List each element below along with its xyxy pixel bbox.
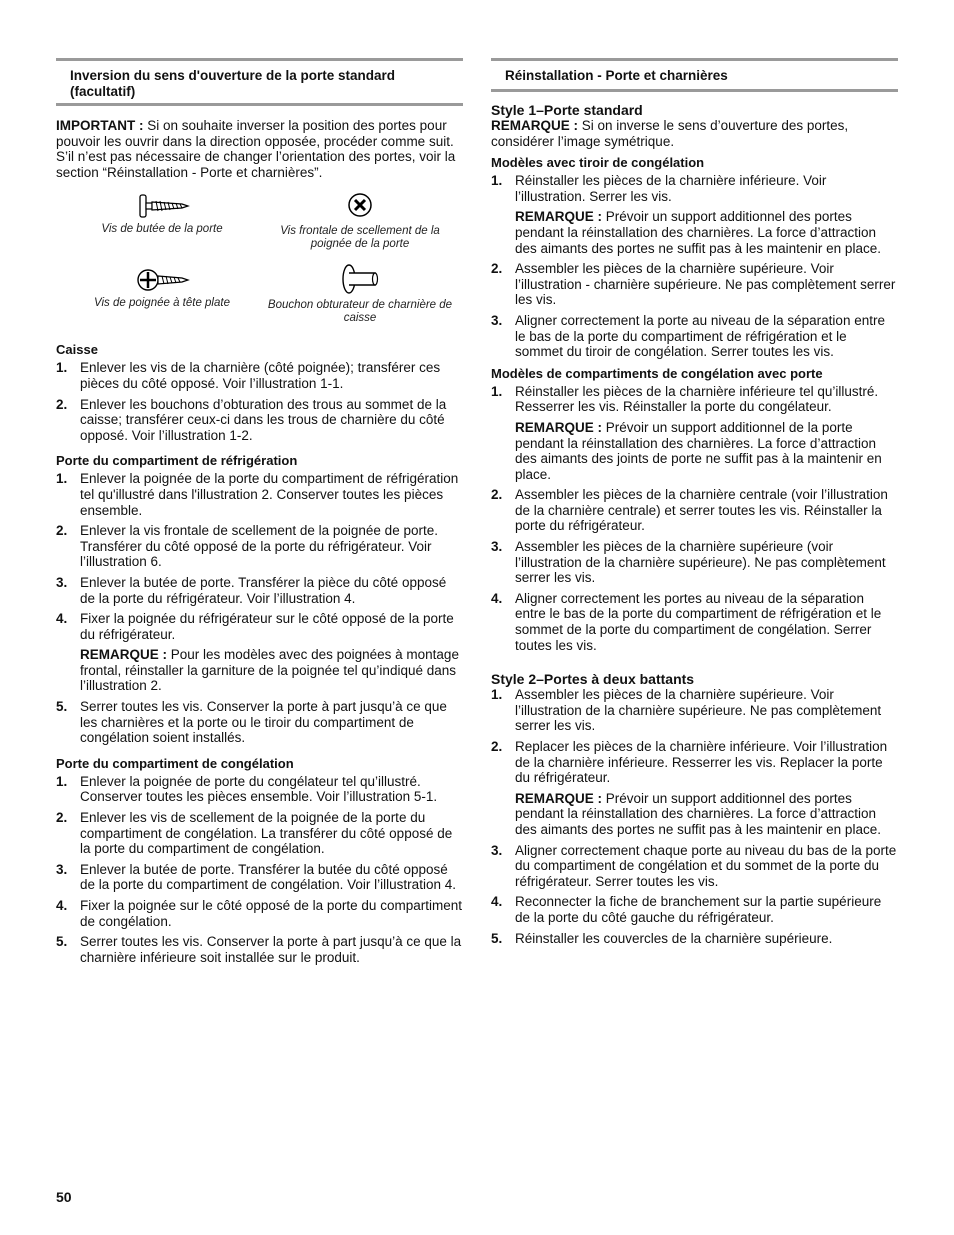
list-item (491, 313, 898, 360)
list-item (491, 894, 898, 925)
step-note (515, 791, 898, 838)
note-label: REMARQUE : (491, 118, 578, 133)
important-paragraph (56, 118, 463, 180)
step-text: Assembler les pièces de la charnière supérieure (voir l’illustration de la charnière supérieure). Ne pas complètement serrer les vis. (515, 539, 886, 586)
step-text: Enlever la poignée de porte du congélateur tel qu’illustré. Conserver toutes les pièces ensemble. Voir l’illustration 5-1. (80, 773, 438, 805)
section-title-door-reversal: Inversion du sens d'ouverture de la porte standard (facultatif) (56, 58, 463, 106)
step-note (515, 209, 898, 256)
step-text: Enlever la poignée de la porte du compartiment de réfrigération tel qu'illustré dans l'illustration 2. Conserver toutes les pièces ensemble. (80, 471, 459, 518)
step-text: Enlever les bouchons d’obturation des trous au sommet de la caisse; transférer ceux-ci dans les trous de charnière du côté opposé. Voir l’illustration 1-2. (80, 396, 447, 443)
step-number: 5. (56, 934, 68, 950)
step-number: 4. (491, 590, 503, 606)
figure-door-stop-screw (62, 192, 262, 236)
compartment-models-title: Modèles de compartiments de congélation avec porte (491, 365, 823, 381)
step-text: Réinstaller les pièces de la charnière inférieure. Voir l’illustration. Serrer les vis. (515, 173, 827, 204)
step-text: Assembler les pièces de la charnière centrale (voir l’illustration de la charnière centrale) et serrer toutes les vis. Réinstaller la porte du réfrigérateur. (515, 487, 888, 534)
step-text: Aligner correctement chaque porte au niveau du bas de la porte du compartiment de congélation et du sommet de la porte du réfrigérateur. Serrer toutes les vis. (515, 842, 897, 889)
list-item (491, 173, 898, 256)
note-text: Si on inverse le sens d’ouverture des portes, considérer l’image symétrique. (491, 118, 849, 149)
note-label: REMARQUE : (515, 209, 602, 225)
style2-steps (491, 687, 898, 946)
step-text: Enlever la vis frontale de scellement de la poignée de porte. Transférer du côté opposé de la porte du réfrigérateur. Voir l’illustration 6. (80, 523, 438, 570)
note-text: Pour les modèles avec des poignées à montage frontal, réinstaller la garniture de la poignée tel qu’indiqué dans l’illustration 2. (80, 647, 459, 694)
list-item (491, 591, 898, 653)
figure-caption: Vis de poignée à tête plate (94, 297, 230, 310)
style2-title: Style 2–Portes à deux battants (491, 671, 695, 688)
step-number: 1. (491, 687, 503, 703)
list-item (56, 934, 463, 965)
step-text: Assembler les pièces de la charnière supérieure. Voir l’illustration de la charnière supérieure. Ne pas complètement serrer les vis. (515, 687, 882, 734)
page-number: 50 (56, 1189, 72, 1205)
door-stop-screw-icon (132, 192, 192, 220)
figure-caption: Vis de butée de la porte (101, 223, 223, 236)
step-text: Aligner correctement les portes au niveau de la séparation entre le bas de la porte du compartiment de réfrigération et le sommet de la porte du compartiment de congélation. Serrer toutes les vis. (515, 590, 882, 653)
step-number: 1. (56, 471, 68, 487)
step-note (80, 647, 463, 694)
note-text: Prévoir un support additionnel de la porte pendant la réinstallation des charnières. La force d’attraction des aimants des joints de porte ne suffit pas à la maintenir en place. (515, 419, 882, 482)
step-number: 2. (56, 396, 68, 412)
step-number: 5. (491, 930, 503, 946)
step-number: 2. (56, 810, 68, 826)
important-label: IMPORTANT : (56, 118, 144, 133)
step-number: 5. (56, 699, 68, 715)
step-text: Assembler les pièces de la charnière supérieure. Voir l’illustration - charnière supérieure. Ne pas complètement serrer les vis. (515, 261, 896, 308)
figure-flat-head-screw (62, 266, 262, 310)
step-text: Fixer la poignée sur le côté opposé de la porte du compartiment de congélation. (80, 898, 462, 929)
step-text: Replacer les pièces de la charnière inférieure. Voir l’illustration de la charnière inférieure. Resserrer les vis. Replacer la porte du réfrigérateur. (515, 739, 888, 786)
flat-head-handle-screw-icon (132, 266, 192, 294)
step-text: Enlever la butée de porte. Transférer la pièce du côté opposé de la porte du réfrigérateur. Voir l’illustration 4. (80, 574, 447, 606)
step-number: 3. (56, 574, 68, 590)
left-column (56, 58, 463, 970)
step-text: Aligner correctement la porte au niveau de la séparation entre le bas de la porte du compartiment de réfrigération et le sommet du tiroir de congélation. Serrer toutes les vis. (515, 312, 885, 360)
section-title-reinstallation: Réinstallation - Porte et charnières (491, 58, 898, 92)
refrigeration-steps (56, 471, 463, 746)
step-number: 4. (491, 894, 503, 910)
note-text: Prévoir un support additionnel des portes pendant la réinstallation des charnières. La force d’attraction des aimants des portes ne suffit pas à les maintenir en place. (515, 209, 881, 256)
step-number: 3. (491, 312, 503, 328)
step-text: Fixer la poignée du réfrigérateur sur le côté opposé de la porte du réfrigérateur. (80, 611, 454, 642)
figure-hinge-plug (260, 262, 460, 325)
step-note (515, 420, 898, 482)
note-text: Prévoir un support additionnel des portes pendant la réinstallation des charnières. La force d’attraction des aimants des portes ne suffit pas à les maintenir en place. (515, 790, 881, 837)
figure-caption (260, 225, 460, 251)
list-item (56, 862, 463, 893)
step-number: 3. (491, 539, 503, 555)
list-item (491, 843, 898, 890)
refrigeration-door-title: Porte du compartiment de réfrigération (56, 453, 298, 469)
list-item (56, 898, 463, 929)
hardware-illustrations (56, 180, 463, 332)
style1-title: Style 1–Porte standard (491, 102, 643, 118)
list-item (56, 810, 463, 857)
step-text: Enlever les vis de scellement de la poignée de la porte du compartiment de congélation. La transférer du côté opposé de la porte du compartiment de congélation. (80, 810, 453, 857)
list-item (491, 487, 898, 534)
list-item (491, 261, 898, 308)
list-item (56, 575, 463, 606)
list-item (491, 931, 898, 947)
list-item (491, 539, 898, 586)
figure-caption-text: Vis frontale de scellement de la poignée de la porte (280, 225, 440, 251)
compartment-models-steps (491, 384, 898, 654)
step-number: 1. (491, 173, 503, 189)
step-number: 1. (491, 383, 503, 399)
step-text: Réinstaller les couvercles de la charnière supérieure. (515, 930, 833, 946)
list-item (56, 611, 463, 694)
step-number: 1. (56, 773, 68, 789)
drawer-models-steps (491, 173, 898, 360)
step-text: Serrer toutes les vis. Conserver la porte à part jusqu’à ce que la charnière inférieure soit installée sur le produit. (80, 934, 462, 965)
drawer-models-title: Modèles avec tiroir de congélation (491, 155, 705, 171)
list-item (56, 471, 463, 518)
right-column (491, 58, 898, 951)
style1-note (491, 118, 898, 149)
list-item (56, 397, 463, 444)
step-number: 1. (56, 360, 68, 376)
step-number: 3. (56, 861, 68, 877)
figure-handle-seal-screw (260, 190, 460, 251)
list-item (56, 774, 463, 805)
note-label: REMARQUE : (515, 419, 602, 435)
list-item (491, 739, 898, 838)
step-number: 4. (56, 611, 68, 627)
cabinet-hinge-plug-icon (335, 262, 385, 296)
step-number: 2. (491, 261, 503, 277)
list-item (491, 687, 898, 734)
list-item (56, 523, 463, 570)
step-number: 2. (491, 739, 503, 754)
step-text: Enlever les vis de la charnière (côté poignée); transférer ces pièces du côté opposé. Voir l’illustration 1-1. (80, 360, 441, 391)
list-item (56, 360, 463, 391)
figure-caption: Bouchon obturateur de charnière de caisse (267, 299, 453, 325)
freezer-steps (56, 774, 463, 966)
caisse-title: Caisse (56, 342, 98, 358)
step-number: 2. (56, 523, 68, 539)
step-text: Serrer toutes les vis. Conserver la porte à part jusqu’à ce que les charnières et la porte ou le tiroir du compartiment de congélation soient installés. (80, 699, 447, 746)
step-text: Reconnecter la fiche de branchement sur la partie supérieure de la porte du côté gauche du réfrigérateur. (515, 894, 882, 925)
note-label: REMARQUE : (515, 790, 602, 806)
step-text: Enlever la butée de porte. Transférer la butée du côté opposé de la porte du compartiment de congélation. Voir l’illustration 4. (80, 861, 456, 893)
step-number: 3. (491, 842, 503, 858)
list-item (56, 699, 463, 746)
freezer-door-title: Porte du compartiment de congélation (56, 755, 294, 771)
important-text: Si on souhaite inverser la position des portes pour pouvoir les ouvrir dans la direction opposée, procéder comme suit. S’il n’est pas nécessaire de changer l’orientation des portes, voir la section “Réinstallation - Porte et charnières”. (56, 118, 456, 180)
step-number: 2. (491, 487, 503, 503)
note-label: REMARQUE : (80, 647, 167, 663)
step-number: 4. (56, 898, 68, 913)
step-text: Réinstaller les pièces de la charnière inférieure tel qu’illustré. Resserrer les vis. Réinstaller la porte du congélateur. (515, 383, 879, 415)
list-item (491, 384, 898, 483)
handle-front-seal-screw-icon (345, 190, 375, 220)
caisse-steps (56, 360, 463, 443)
